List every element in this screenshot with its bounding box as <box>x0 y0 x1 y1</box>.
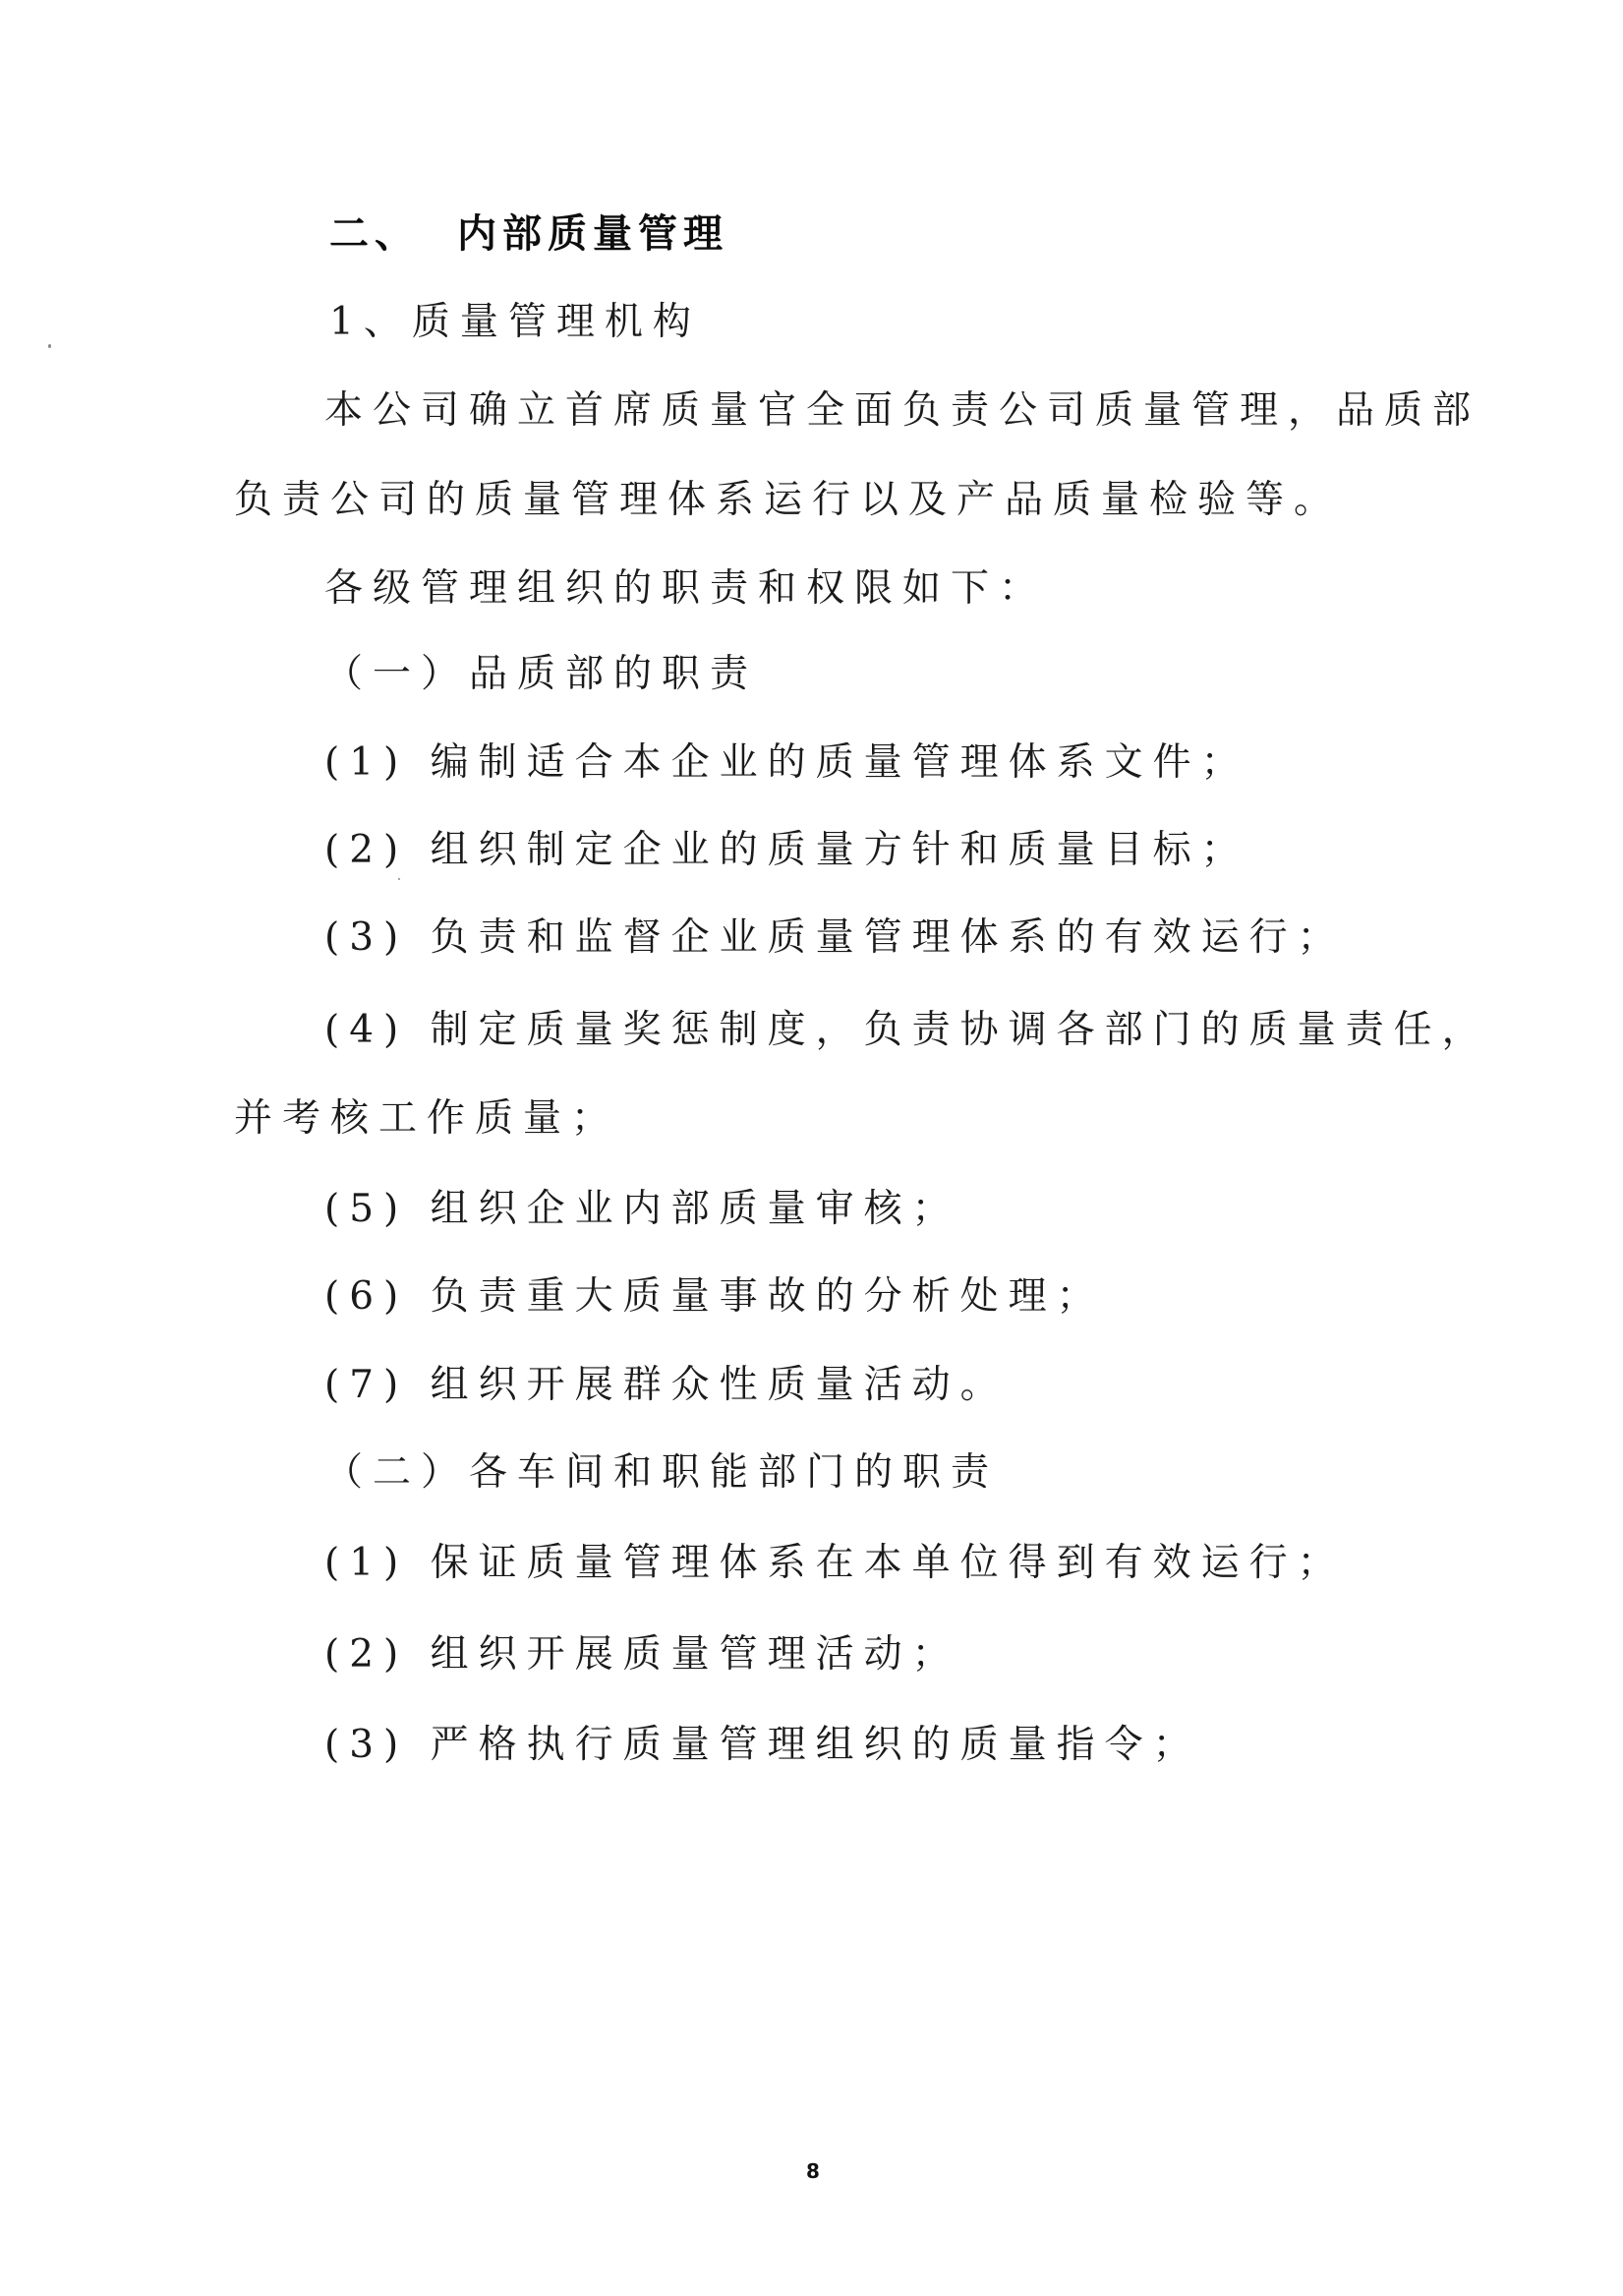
intro-paragraph-line-1: 本公司确立首席质量官全面负责公司质量管理，品质部 <box>324 388 1481 433</box>
quality-dept-item: (6) 负责重大质量事故的分析处理； <box>324 1274 1105 1319</box>
quality-dept-item: (7) 组织开展群众性质量活动。 <box>324 1363 1009 1407</box>
quality-dept-item: (5) 组织企业内部质量审核； <box>324 1187 960 1231</box>
section-heading-title: 内部质量管理 <box>457 211 728 257</box>
scan-speck <box>48 344 51 348</box>
section-heading <box>329 212 728 256</box>
departments-title: （二）各车间和职能部门的职责 <box>324 1450 1000 1495</box>
org-statement: 各级管理组织的职责和权限如下： <box>324 566 1048 611</box>
scan-speck <box>398 878 400 880</box>
quality-dept-item-continuation: 并考核工作质量； <box>234 1096 620 1141</box>
departments-item: (2) 组织开展质量管理活动； <box>324 1632 960 1677</box>
quality-dept-item: (4) 制定质量奖惩制度，负责协调各部门的质量责任， <box>324 1008 1490 1052</box>
section-heading-number: 二、 <box>329 211 420 257</box>
page-number: 8 <box>806 2159 820 2183</box>
departments-item: (1) 保证质量管理体系在本单位得到有效运行； <box>324 1541 1346 1585</box>
departments-item: (3) 严格执行质量管理组织的质量指令； <box>324 1723 1201 1767</box>
intro-paragraph-line-2: 负责公司的质量管理体系运行以及产品质量检验等。 <box>234 478 1343 522</box>
quality-dept-item: (1) 编制适合本企业的质量管理体系文件； <box>324 740 1249 785</box>
quality-dept-title: （一）品质部的职责 <box>324 652 759 696</box>
quality-dept-item: (3) 负责和监督企业质量管理体系的有效运行； <box>324 915 1346 960</box>
subsection-title: 1、质量管理机构 <box>329 300 701 344</box>
quality-dept-item: (2) 组织制定企业的质量方针和质量目标； <box>324 828 1249 872</box>
